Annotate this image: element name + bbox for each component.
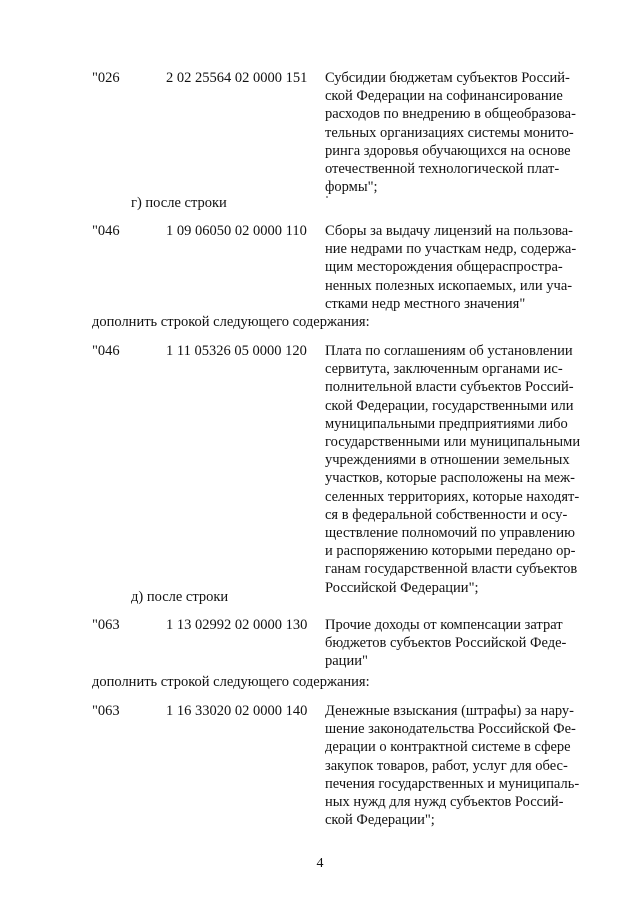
desc-line: ся в федеральной собственности и осу-: [325, 506, 568, 523]
desc-line: расходов по внедрению в общеобразова-: [325, 106, 576, 123]
desc-line: Плата по соглашениям об установлении: [325, 343, 573, 359]
desc-line: полнительной власти субъектов Россий-: [325, 379, 574, 396]
desc-line: шение законодательства Российской Фе-: [325, 721, 576, 738]
income-description: [325, 702, 590, 829]
admin-code: "063: [92, 617, 120, 633]
desc-line: ние недрами по участкам недр, содержа-: [325, 241, 577, 258]
desc-line: печения государственных и муниципаль-: [325, 775, 580, 792]
desc-line: Прочие доходы от компенсации затрат: [325, 617, 563, 633]
desc-line: сервитута, заключенным органами ис-: [325, 361, 563, 378]
income-description: [325, 222, 590, 313]
admin-code: "046: [92, 343, 120, 359]
income-description: [325, 342, 590, 597]
desc-line: тельных организациях системы монито-: [325, 124, 574, 141]
desc-line: Сборы за выдачу лицензий на пользова-: [325, 223, 573, 239]
desc-line: ганам государственной власти субъектов: [325, 561, 578, 578]
budget-classification-code: 2 02 25564 02 0000 151: [166, 70, 308, 86]
desc-line: ществление полномочий по управлению: [325, 525, 575, 542]
desc-line: ненных полезных ископаемых, или уча-: [325, 277, 573, 294]
admin-code: "063: [92, 703, 120, 719]
desc-line: и распоряжению которыми передано ор-: [325, 543, 576, 560]
desc-line: щим месторождения общераспростра-: [325, 259, 563, 276]
desc-line: бюджетов субъектов Российской Феде-: [325, 635, 567, 652]
page-number: 4: [316, 856, 324, 871]
desc-line: учреждениями в отношении земельных: [325, 452, 570, 469]
income-description: [325, 69, 590, 196]
desc-line: дерации о контрактной системе в сфере: [325, 739, 571, 756]
desc-line: отечественной технологической плат-: [325, 161, 560, 178]
scan-speck: [326, 196, 328, 198]
budget-classification-code: 1 16 33020 02 0000 140: [166, 703, 308, 719]
instruction-after-line: г) после строки: [131, 195, 227, 211]
desc-line: ных нужд для нужд субъектов Россий-: [325, 794, 564, 811]
instruction-supplement: дополнить строкой следующего содержания:: [92, 314, 370, 330]
desc-line: ской Федерации";: [325, 812, 435, 829]
admin-code: "026: [92, 70, 120, 86]
desc-line: государственными или муниципальными: [325, 434, 581, 451]
admin-code: "046: [92, 223, 120, 239]
instruction-supplement: дополнить строкой следующего содержания:: [92, 674, 370, 690]
desc-line: ской Федерации на софинансирование: [325, 88, 563, 105]
income-description: [325, 616, 590, 671]
desc-line: Субсидии бюджетам субъектов Россий-: [325, 70, 570, 86]
desc-line: формы";: [325, 179, 378, 196]
desc-line: Денежные взыскания (штрафы) за нару-: [325, 703, 575, 719]
desc-line: участков, которые расположены на меж-: [325, 470, 575, 487]
desc-line: рации": [325, 653, 368, 670]
budget-classification-code: 1 13 02992 02 0000 130: [166, 617, 308, 633]
desc-line: селенных территориях, которые находят-: [325, 488, 580, 505]
desc-line: закупок товаров, работ, услуг для обес-: [325, 757, 568, 774]
budget-classification-code: 1 09 06050 02 0000 110: [166, 223, 307, 239]
instruction-after-line: д) после строки: [131, 589, 229, 605]
desc-line: муниципальными предприятиями либо: [325, 415, 568, 432]
budget-classification-code: 1 11 05326 05 0000 120: [166, 343, 307, 359]
desc-line: Российской Федерации";: [325, 579, 479, 596]
desc-line: ской Федерации, государственными или: [325, 397, 574, 414]
desc-line: ринга здоровья обучающихся на основе: [325, 142, 571, 159]
desc-line: стками недр местного значения": [325, 295, 526, 312]
